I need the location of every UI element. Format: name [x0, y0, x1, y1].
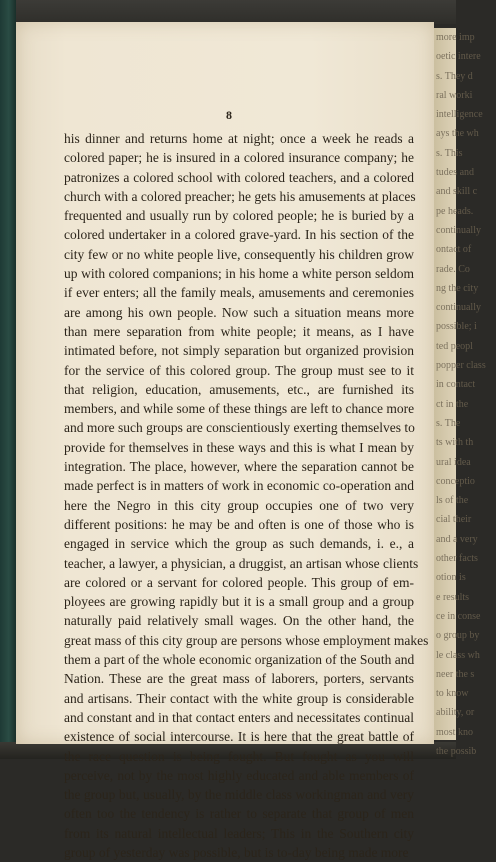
book-cover-top-edge [0, 0, 456, 24]
text-line: frequented and usually run by colored people; he is buried by a [64, 208, 414, 224]
text-line: the group but, usually, by the middle class workingman and very [64, 787, 414, 803]
text-line: are among his own people. Now such a situation means more [64, 304, 414, 320]
text-line: made perfect is in matters of work in economic co-operation and [64, 478, 414, 494]
adjacent-text-fragment: ability, or [436, 707, 475, 719]
adjacent-text-fragment: otion is [436, 572, 466, 584]
text-line: his dinner and returns home at night; once a week he reads a [64, 131, 414, 146]
text-line: colored undertaker in a colored grave-yard. In his section of the [64, 227, 414, 243]
text-line: provide for themselves in these ways and this is what I mean by [64, 439, 414, 455]
text-line: them a part of the whole economic organization of the South and [64, 652, 415, 668]
text-line: if ever enters; all the family meals, amusements and ceremonies [64, 285, 414, 301]
text-line: great mass of this city group are persons whose employment makes [64, 632, 429, 648]
text-line: city few or no white people live, consequently his children grow [64, 246, 414, 262]
text-line: often too the tendency is rather to separate that group of men [64, 806, 414, 822]
adjacent-text-fragment: s. This [436, 147, 463, 159]
text-line: and more such groups are conscientiously exerting themselves to [64, 420, 415, 436]
page-number: 8 [226, 108, 232, 122]
text-line: that religion, education, amusements, etc., are furnished its [64, 381, 414, 397]
adjacent-text-fragment: ng the city [436, 282, 479, 294]
adjacent-text-fragment: possible; i [436, 321, 477, 333]
adjacent-text-fragment: ct in the [436, 398, 469, 410]
text-line: church with a colored preacher; he gets his amusements at places [64, 188, 416, 204]
adjacent-text-fragment: more imp [436, 32, 475, 43]
text-line: up with colored companions; in his home a white person seldom [64, 266, 414, 282]
text-line: perceive, not by the most highly educated and able members of [64, 767, 414, 783]
adjacent-text-fragment: and skill c [436, 186, 478, 198]
adjacent-text-fragment: le class wh [436, 649, 480, 661]
text-line: ployees are growing rapidly but it is a small group and a group [64, 594, 414, 610]
adjacent-text-fragment: tudes and [436, 167, 475, 179]
adjacent-text-fragment: continually [436, 302, 481, 314]
page-body-text [64, 129, 429, 862]
text-line: from its natural intellectual leaders; This in the Southern city [64, 825, 414, 841]
book-spine-cloth [0, 0, 16, 759]
adjacent-text-fragment: intelligence [436, 109, 483, 121]
text-line: colored paper; he is insured in a colored insurance company; he [64, 150, 414, 166]
adjacent-text-fragment: continually [436, 224, 481, 236]
adjacent-text-fragment: in contact [436, 379, 476, 391]
adjacent-text-fragment: rade. Co [436, 263, 470, 275]
adjacent-text-fragment: and a very [436, 533, 478, 545]
adjacent-text-fragment: conceptio [436, 475, 475, 487]
text-line: are colored or a servant for colored people. This group of em- [64, 574, 414, 590]
adjacent-text-fragment: neer the s [436, 668, 475, 680]
text-line: group of yesterday was possible, but is to-day being made more [64, 844, 409, 860]
text-line: naturally paid relatively small wages. On the other hand, the [64, 613, 414, 629]
adjacent-text-fragment: ts with th [436, 437, 474, 449]
text-line: and constant and in that contact enters and necessitates continual [64, 709, 414, 725]
adjacent-page-edge [434, 28, 486, 757]
adjacent-text-fragment: ce in conse [436, 610, 481, 622]
adjacent-text-fragment: ted peopl [436, 340, 473, 352]
adjacent-text-fragment: ral worki [436, 89, 473, 101]
text-line: Nation. These are the great mass of laborers, porters, servants [64, 671, 414, 687]
text-line: here the Negro in this city group occupies one of two very [64, 497, 414, 513]
text-line: engaged in service which the group as such demands, i. e., a [64, 536, 414, 552]
adjacent-page-text [436, 28, 496, 761]
adjacent-text-fragment: the possib [436, 745, 477, 757]
adjacent-text-fragment: to know [436, 688, 469, 700]
adjacent-text-fragment: oetic intere [436, 51, 481, 63]
adjacent-text-fragment: ontact of [436, 244, 472, 256]
text-line: than mere separation from white people; it means, as I have [64, 323, 414, 339]
adjacent-text-fragment: s. They d [436, 70, 473, 82]
text-line: integration. The place, however, where the separation cannot be [64, 459, 414, 475]
text-line: the race question is being fought. But fought as you will [64, 748, 414, 764]
adjacent-text-fragment: ls of the [436, 495, 469, 507]
adjacent-text-fragment: o group by [436, 630, 480, 642]
adjacent-text-fragment: ural idea [436, 456, 471, 468]
text-line: teacher, a lawyer, a physician, a druggist, an artisan whose clients [64, 555, 419, 571]
adjacent-text-fragment: most kno [436, 726, 473, 738]
adjacent-text-fragment: s. The [436, 417, 461, 429]
adjacent-text-fragment: pe heads. [436, 205, 474, 217]
adjacent-text-fragment: popper class [436, 360, 486, 372]
adjacent-text-fragment: cial their [436, 514, 472, 526]
text-line: for the service of this colored group. The group must see to it [64, 362, 414, 378]
text-line: and artisans. Their contact with the white group is considerable [64, 690, 414, 706]
text-line: intimated before, not simply separation but organized provision [64, 343, 414, 359]
text-line: existence of social intercourse. It is here that the great battle of [64, 729, 414, 745]
text-line: members, and while some of these things are left to chance more [64, 401, 415, 417]
text-line: different positions: he may be and often is one of those who is [64, 516, 414, 532]
adjacent-text-fragment: e results [436, 591, 470, 603]
text-line: patronizes a colored school with colored teachers, and a colored [64, 169, 414, 185]
adjacent-text-fragment: other facts [436, 553, 478, 565]
adjacent-text-fragment: ays the wh [436, 128, 479, 140]
